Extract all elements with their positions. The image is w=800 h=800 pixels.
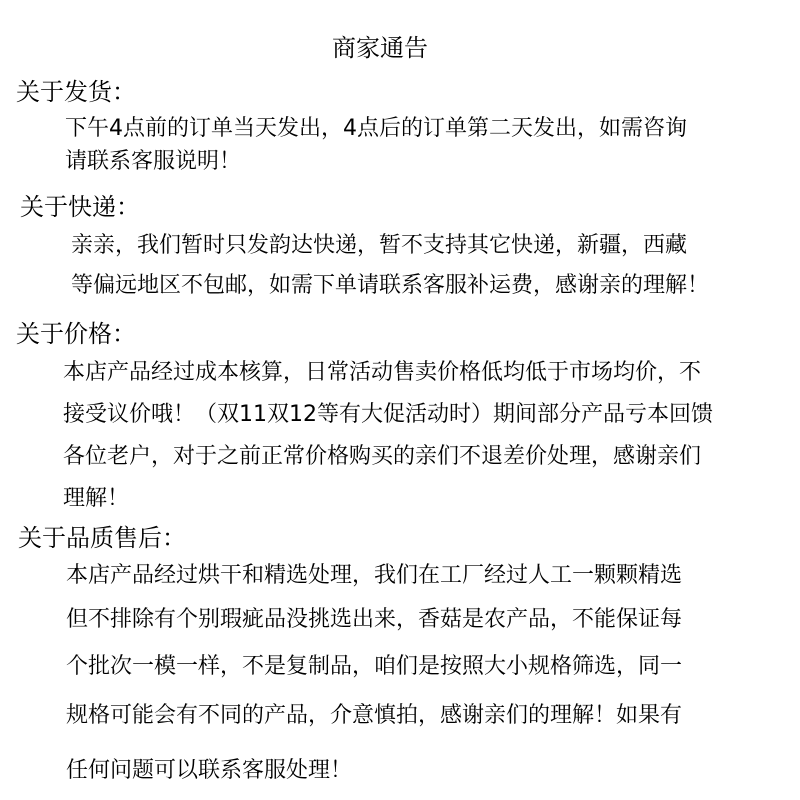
- shipping-line-1: 下午4点前的订单当天发出，4点后的订单第二天发出，如需咨询: [65, 116, 687, 141]
- quality-line-4: 规格可能会有不同的产品，介意慎拍，感谢亲们的理解！如果有: [66, 703, 683, 728]
- price-line-2: 接受议价哦！（双11双12等有大促活动时）期间部分产品亏本回馈: [63, 402, 713, 427]
- price-line-3: 各位老户，对于之前正常价格购买的亲们不退差价处理，感谢亲们: [63, 444, 702, 469]
- quality-line-1: 本店产品经过烘干和精选处理，我们在工厂经过人工一颗颗精选: [66, 563, 683, 588]
- section-heading-delivery: 关于快递：: [20, 193, 140, 221]
- section-heading-quality: 关于品质售后：: [18, 524, 186, 552]
- shipping-line-2: 请联系客服说明！: [65, 149, 242, 174]
- quality-line-5: 任何问题可以联系客服处理！: [66, 758, 353, 783]
- quality-line-2: 但不排除有个别瑕疵品没挑选出来，香菇是农产品，不能保证每: [66, 607, 683, 632]
- quality-line-3: 个批次一模一样，不是复制品，咱们是按照大小规格筛选，同一: [66, 654, 683, 679]
- price-line-4: 理解！: [63, 486, 130, 511]
- notice-title: 商家通告: [332, 34, 428, 62]
- section-heading-shipping: 关于发货：: [16, 78, 136, 106]
- delivery-line-2: 等偏远地区不包邮，如需下单请联系客服补运费，感谢亲的理解！: [71, 273, 710, 298]
- section-heading-price: 关于价格：: [16, 320, 136, 348]
- delivery-line-1: 亲亲，我们暂时只发韵达快递，暂不支持其它快递，新疆，西藏: [71, 233, 688, 258]
- price-line-1: 本店产品经过成本核算，日常活动售卖价格低均低于市场均价，不: [63, 360, 702, 385]
